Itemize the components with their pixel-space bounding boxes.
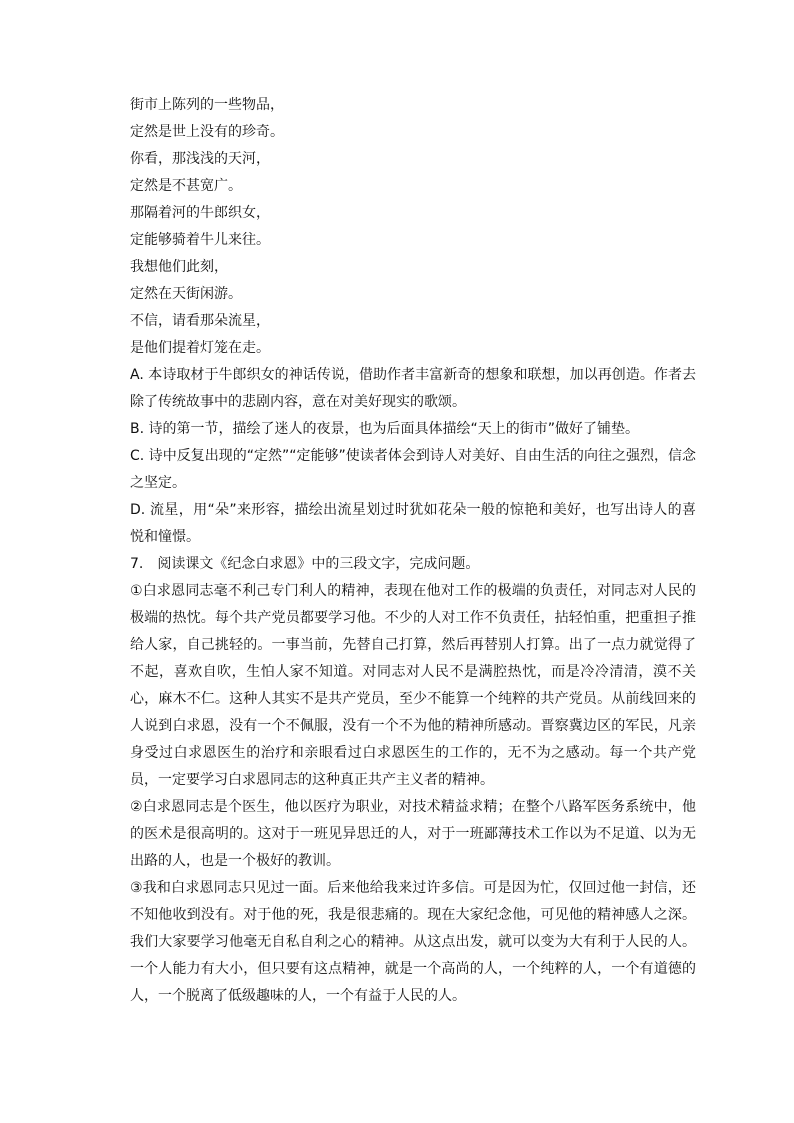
poem-line: 是他们提着灯笼在走。	[130, 340, 270, 356]
poem-line: 街市上陈列的一些物品，	[130, 97, 284, 113]
option-a: A. 本诗取材于牛郎织女的神话传说，借助作者丰富新奇的想象和联想，加以再创造。作者去除了传统故事中的悲剧内容，意在对美好现实的歌颂。	[130, 367, 696, 410]
option-b: B. 诗的第一节，描绘了迷人的夜景，也为后面具体描绘“天上的街市”做好了铺垫。	[130, 421, 640, 437]
poem-line: 定然是世上没有的珍奇。	[130, 124, 284, 140]
poem-line: 定然在天街闲游。	[130, 286, 242, 302]
poem-line: 那隔着河的牛郎织女，	[130, 205, 270, 221]
poem-line: 定能够骑着牛儿来往。	[130, 232, 270, 248]
excerpt-paragraph-3: ③我和白求恩同志只见过一面。后来他给我来过许多信。可是因为忙，仅回过他一封信，还不知他收到没有。对于他的死，我是很悲痛的。现在大家纪念他，可见他的精神感人之深。我们大家要学习他毫无自私自利之心的精神。从这点出发，就可以变为大有利于人民的人。一个人能力有大小，但只要有这点精神，就是一个高尚的人，一个纯粹的人，一个有道德的人，一个脱离了低级趣味的人，一个有益于人民的人。	[130, 880, 696, 1004]
excerpt-paragraph-1: ①白求恩同志毫不利己专门利人的精神，表现在他对工作的极端的负责任，对同志对人民的极端的热忱。每个共产党员都要学习他。不少的人对工作不负责任，拈轻怕重，把重担子推给人家，自己挑轻的。一事当前，先替自己打算，然后再替别人打算。出了一点力就觉得了不起，喜欢自吹，生怕人家不知道。对同志对人民不是满腔热忱，而是冷冷清清，漠不关心，麻木不仁。这种人其实不是共产党员，至少不能算一个纯粹的共产党员。从前线回来的人说到白求恩，没有一个不佩服，没有一个不为他的精神所感动。晋察冀边区的军民，凡亲身受过白求恩医生的治疗和亲眼看过白求恩医生的工作的，无不为之感动。每一个共产党员，一定要学习白求恩同志的这种真正共产主义者的精神。	[130, 583, 696, 788]
question-7	[130, 551, 696, 1010]
poem-line: 定然是不甚宽广。	[130, 178, 242, 194]
excerpt-paragraph-2: ②白求恩同志是个医生，他以医疗为职业，对技术精益求精；在整个八路军医务系统中，他的医术是很高明的。这对于一班见异思迁的人，对于一班鄙薄技术工作以为不足道、以为无出路的人，也是一个极好的教训。	[130, 799, 696, 869]
poem-line: 不信，请看那朵流星，	[130, 313, 270, 329]
poem-excerpt	[130, 92, 696, 362]
poem-line: 我想他们此刻，	[130, 259, 228, 275]
option-d: D. 流星，用“朵”来形容，描绘出流星划过时犹如花朵一般的惊艳和美好，也写出诗人的喜悦和憧憬。	[130, 502, 696, 545]
option-c: C. 诗中反复出现的“定然”“定能够”使读者体会到诗人对美好、自由生活的向往之强烈，信念之坚定。	[130, 448, 696, 491]
poem-line: 你看，那浅浅的天河，	[130, 151, 270, 167]
page-content	[130, 92, 696, 1010]
question-7-heading: 7. 阅读课文《纪念白求恩》中的三段文字，完成问题。	[130, 556, 480, 572]
answer-options	[130, 362, 696, 551]
